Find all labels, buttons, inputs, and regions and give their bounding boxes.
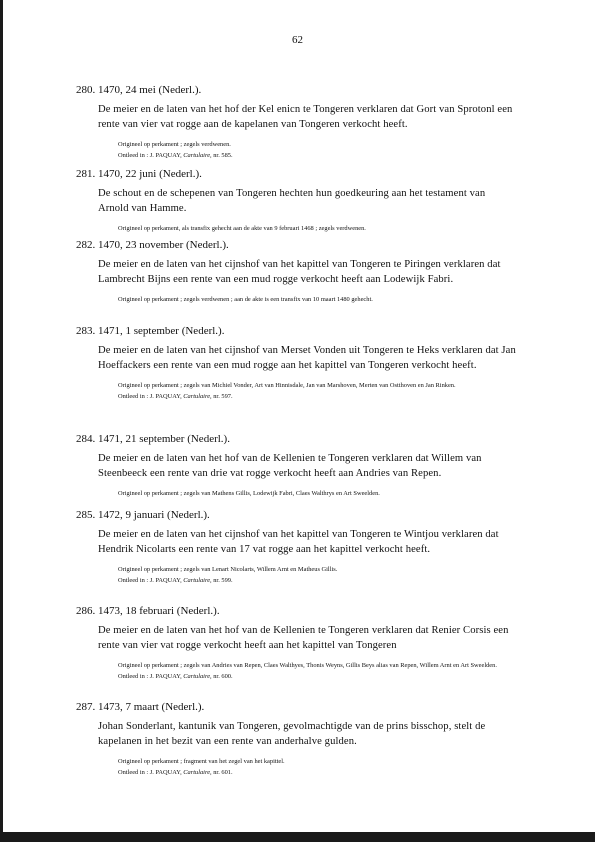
entry-notes — [118, 564, 516, 586]
entry-heading — [76, 325, 516, 338]
regest-entry — [76, 239, 516, 305]
entry-date: 1473, 18 februari (Nederl.). — [98, 605, 220, 617]
note-source-prefix: Ontleed in : J. PAQUAY, — [118, 393, 184, 400]
entry-summary: De meier en de laten van het cijnshof van het kapittel van Tongeren te Wintjou verklaren dat Hendrik Nicolarts een rente van 17 vat rogge aan het kapittel verkocht heeft. — [98, 529, 499, 555]
entry-notes — [118, 660, 516, 682]
entry-summary: De meier en de laten van het cijnshof van Merset Vonden uit Tongeren te Heks verklaren dat Jan Hoeffackers een rente van een mud rogge aan het kapittel van Tongeren verkocht heeft. — [98, 345, 516, 371]
entry-summary: De meier en de laten van het hof der Kel enicn te Tongeren verklaren dat Gort van Sprotonl een rente van vier vat rogge aan de kapelanen van Tongeren verkocht heeft. — [98, 104, 513, 130]
entry-note: Origineel op perkament ; zegels van Andries van Repen, Claes Walthyes, Thonis Weyns, Gillis Beys alias van Repen, Willem Arnt en Art Sweelden. — [118, 662, 497, 669]
entry-note: Origineel op perkament ; zegels verdwenen. — [118, 141, 231, 148]
entry-heading — [76, 239, 516, 252]
note-source-ref: , nr. 597. — [210, 393, 233, 400]
entry-notes — [118, 139, 516, 161]
entry-notes — [118, 223, 516, 234]
entry-summary: De meier en de laten van het hof van de Kellenien te Tongeren verklaren dat Willem van Steenbeeck een rente van drie vat rogge verkocht heeft aan Andries van Repen. — [98, 453, 482, 479]
entry-number: 286. — [76, 605, 96, 617]
page-number: 62 — [292, 34, 303, 46]
regest-entry — [76, 433, 516, 499]
entry-note — [118, 150, 516, 161]
note-source-title: Cartulaire — [183, 152, 211, 159]
entry-date: 1473, 7 maart (Nederl.). — [98, 701, 205, 713]
entry-heading — [76, 433, 516, 446]
regest-entry — [76, 168, 516, 234]
entry-number: 287. — [76, 701, 96, 713]
note-source-title: Cartulaire — [183, 393, 211, 400]
entry-summary: De meier en de laten van het hof van de Kellenien te Tongeren verklaren dat Renier Corsis een rente van vier vat rogge verkocht heeft aan het kapittel van Tongeren — [98, 625, 509, 651]
entry-notes — [118, 294, 516, 305]
note-source-prefix: Ontleed in : J. PAQUAY, — [118, 769, 184, 776]
entry-note: Origineel op perkament ; zegels verdwenen ; aan de akte is een transfix van 10 maart 1480 gehecht. — [118, 296, 373, 303]
note-source-ref: , nr. 585. — [210, 152, 233, 159]
entry-summary: Johan Sonderlant, kantunik van Tongeren, gevolmachtigde van de prins bisschop, stelt de kapelanen in het bezit van een rente van anderhalve gulden. — [98, 721, 486, 747]
note-source-ref: , nr. 600. — [210, 673, 233, 680]
entry-number: 280. — [76, 84, 96, 96]
entry-notes — [118, 488, 516, 499]
entry-note — [118, 391, 516, 402]
entry-date: 1472, 9 januari (Nederl.). — [98, 509, 210, 521]
entry-note: Origineel op perkament ; fragment van het zegel van het kapittel. — [118, 758, 285, 765]
entry-number: 284. — [76, 433, 96, 445]
entry-note: Origineel op perkament, als transfix gehecht aan de akte van 9 februari 1468 ; zegels verdwenen. — [118, 225, 366, 232]
regest-entry — [76, 509, 516, 586]
regest-entry — [76, 325, 516, 402]
entry-heading — [76, 84, 516, 97]
entry-number: 281. — [76, 168, 96, 180]
entry-note — [118, 671, 516, 682]
note-source-ref: , nr. 601. — [210, 769, 233, 776]
regest-entry — [76, 701, 516, 778]
scan-left-edge — [0, 0, 3, 842]
note-source-prefix: Ontleed in : J. PAQUAY, — [118, 152, 184, 159]
note-source-prefix: Ontleed in : J. PAQUAY, — [118, 673, 184, 680]
entry-date: 1470, 24 mei (Nederl.). — [98, 84, 202, 96]
entry-notes — [118, 380, 516, 402]
entry-heading — [76, 168, 516, 181]
entry-notes — [118, 756, 516, 778]
entry-date: 1471, 1 september (Nederl.). — [98, 325, 225, 337]
note-source-title: Cartulaire — [183, 673, 211, 680]
entry-note: Origineel op perkament ; zegels van Mathens Gillis, Lodewijk Fabri, Claes Walthrys en Art Sweelden. — [118, 490, 380, 497]
entry-note: Origineel op perkament ; zegels van Lenart Nicolarts, Willem Arnt en Matheus Gillis. — [118, 566, 338, 573]
entry-heading — [76, 605, 516, 618]
note-source-title: Cartulaire — [183, 769, 211, 776]
entry-note: Origineel op perkament ; zegels van Michiel Vonder, Art van Hinnisdale, Jan van Marshoven, Merten van Ostthoven en Jan Rinken. — [118, 382, 456, 389]
entry-note — [118, 575, 516, 586]
entry-heading — [76, 509, 516, 522]
regest-entry — [76, 84, 516, 161]
regest-entry — [76, 605, 516, 682]
entry-note — [118, 767, 516, 778]
entry-summary: De schout en de schepenen van Tongeren hechten hun goedkeuring aan het testament van Arnold van Hamme. — [98, 188, 486, 214]
entry-date: 1470, 22 juni (Nederl.). — [98, 168, 202, 180]
entry-number: 282. — [76, 239, 96, 251]
note-source-prefix: Ontleed in : J. PAQUAY, — [118, 577, 184, 584]
entry-number: 283. — [76, 325, 96, 337]
entry-number: 285. — [76, 509, 96, 521]
entry-heading — [76, 701, 516, 714]
note-source-ref: , nr. 599. — [210, 577, 233, 584]
note-source-title: Cartulaire — [183, 577, 211, 584]
entry-summary: De meier en de laten van het cijnshof van het kapittel van Tongeren te Piringen verklaren dat Lambrecht Bijns een rente van een mud rogge verkocht heeft aan Lodewijk Fabri. — [98, 259, 501, 285]
entry-date: 1470, 23 november (Nederl.). — [98, 239, 229, 251]
entry-date: 1471, 21 september (Nederl.). — [98, 433, 230, 445]
scan-bottom-edge — [0, 832, 595, 842]
